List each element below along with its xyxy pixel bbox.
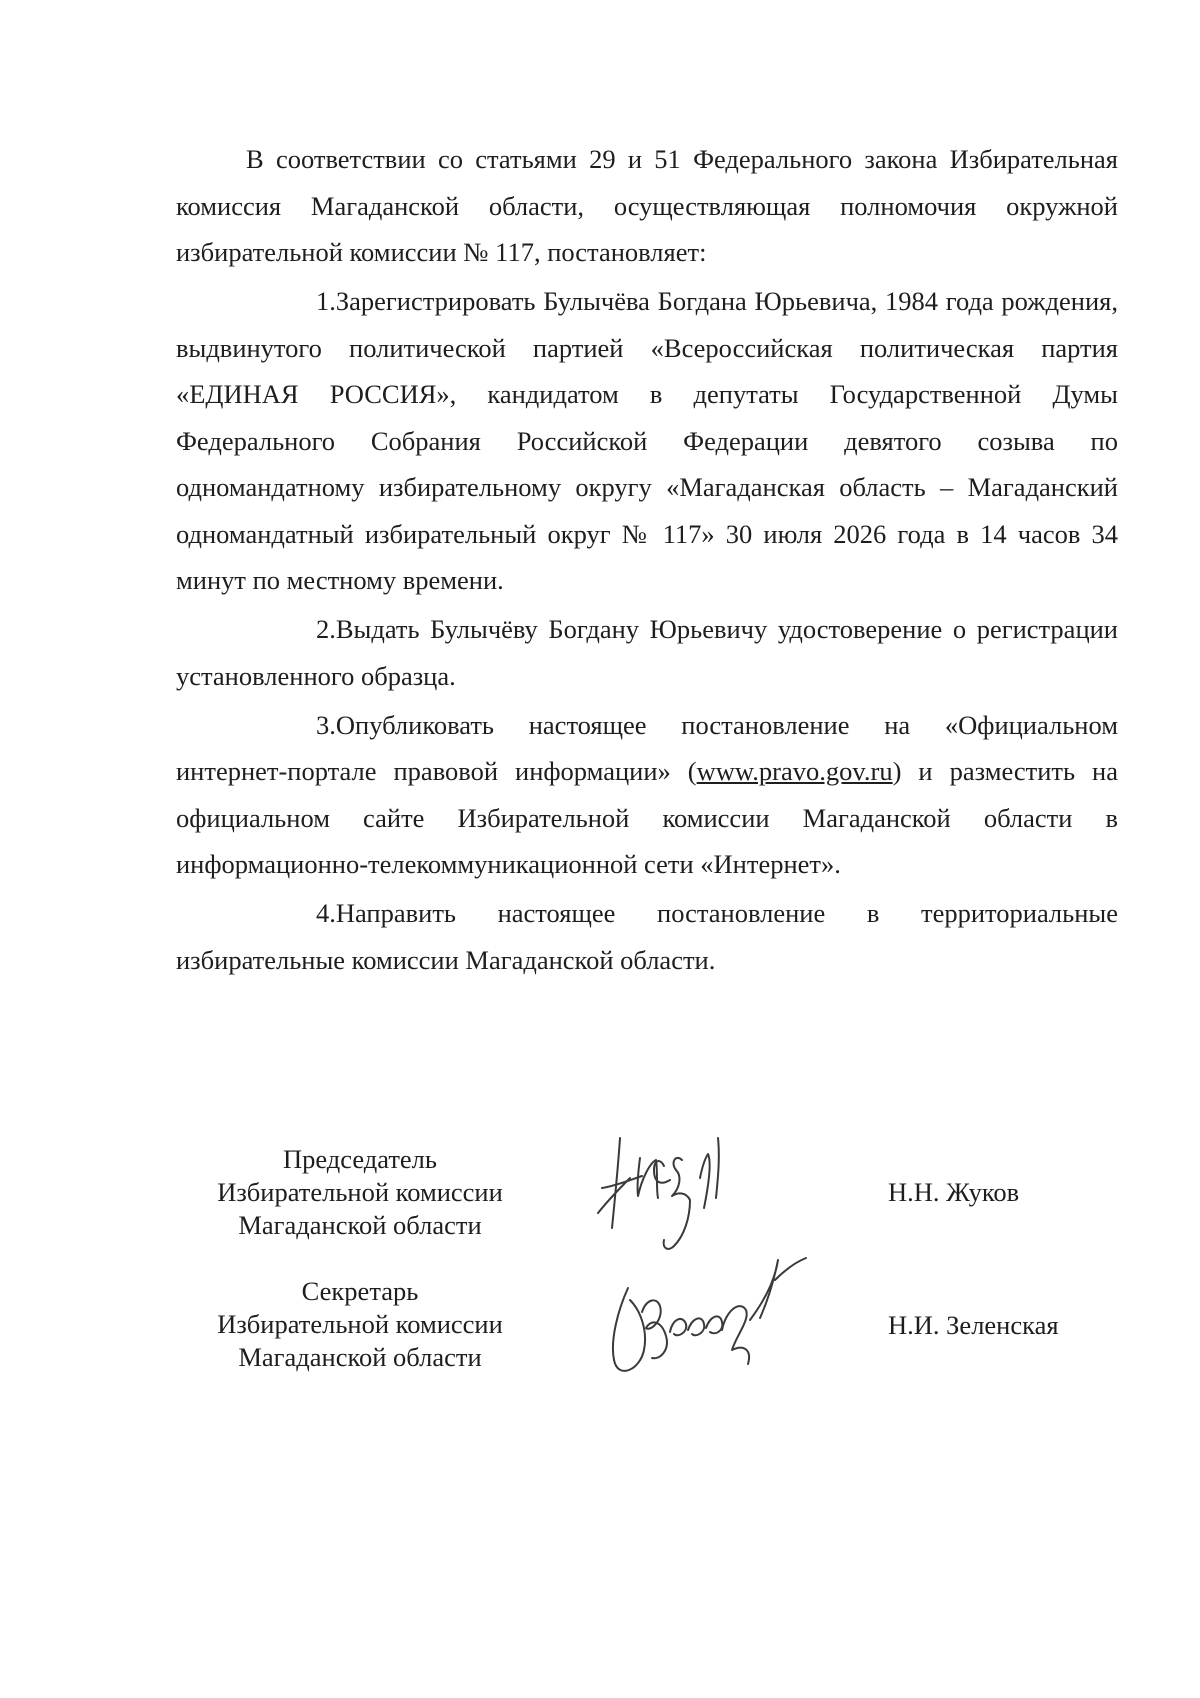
preamble-paragraph: В соответствии со статьями 29 и 51 Федерального закона Избирательная комиссия Магаданской области, осуществляющая полномочия окружной избирательной комиссии № 117, постановляет: — [176, 144, 1118, 267]
secretary-title-line-2: Избирательной комиссии — [217, 1309, 503, 1339]
secretary-title-line-3: Магаданской области — [238, 1342, 482, 1372]
resolution-item-4 — [176, 890, 1118, 983]
item-text-before-link: Опубликовать настоящее постановление на «Официальном интернет-портале правовой информации» ( — [176, 709, 1118, 786]
chairman-title-line-3: Магаданской области — [238, 1210, 482, 1240]
resolution-item-1 — [176, 278, 1118, 604]
chairman-title-block — [180, 1143, 540, 1242]
item-text: Направить настоящее постановление в территориальные избирательные комиссии Магаданской области. — [176, 898, 1118, 975]
resolution-item-3 — [176, 702, 1118, 888]
item-number: 1. — [316, 286, 336, 316]
secretary-title-block — [180, 1275, 540, 1374]
item-number: 4. — [316, 898, 336, 928]
resolution-item-2 — [176, 606, 1118, 699]
item-number: 3. — [316, 709, 336, 740]
item-text: Зарегистрировать Булычёва Богдана Юрьевича, 1984 года рождения, выдвинутого политической партией «Всероссийская политическая партия «ЕДИНАЯ РОССИЯ», кандидатом в депутаты Государственной Думы Федерального Собрания Российской Федерации девятого созыва по одномандатному избирательному округу «Магаданская область – Магаданский одномандатный избирательный округ № 117» 30 июля 2026 года в 14 часов 34 минут по местному времени. — [176, 286, 1118, 595]
secretary-title-line-1: Секретарь — [301, 1276, 419, 1306]
item-text-after-link: ) и разместить на официальном сайте Избирательной комиссии Магаданской области в информационно-телекоммуникационной сети «Интернет». — [176, 756, 1118, 879]
item-text: Выдать Булычёву Богдану Юрьевичу удостоверение о регистрации установленного образца. — [176, 614, 1118, 691]
secretary-name: Н.И. Зеленская — [888, 1310, 1059, 1340]
pravo-portal-link[interactable]: www.pravo.gov.ru — [696, 756, 893, 786]
resolution-body — [176, 136, 1118, 986]
chairman-title-line-1: Председатель — [283, 1144, 437, 1174]
handwritten-signature-icon — [600, 1240, 830, 1400]
chairman-title-line-2: Избирательной комиссии — [217, 1177, 503, 1207]
item-number: 2. — [316, 614, 336, 644]
chairman-name: Н.Н. Жуков — [888, 1177, 1020, 1207]
